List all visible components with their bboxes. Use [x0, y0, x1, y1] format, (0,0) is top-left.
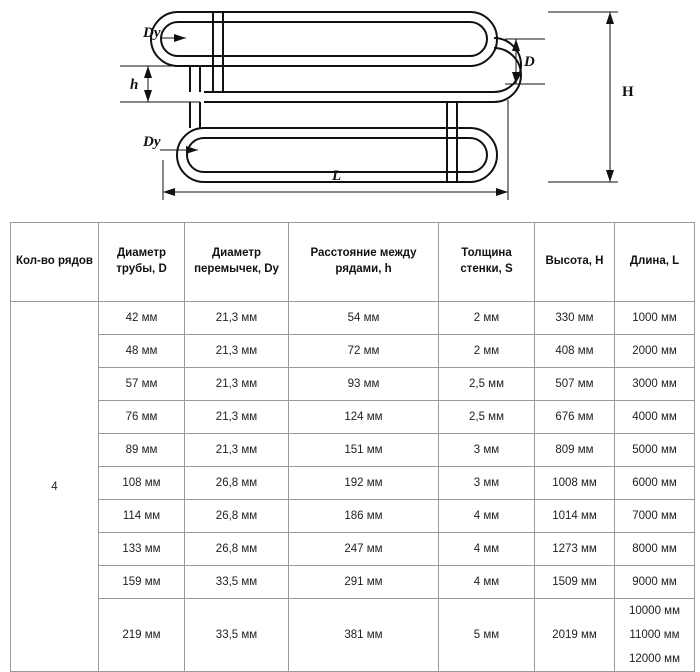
cell-height: 2019 мм: [535, 599, 615, 672]
cell-jumper-diameter: 21,3 мм: [185, 368, 289, 401]
table-row: [11, 599, 695, 672]
table-row: [11, 434, 695, 467]
cell-wall-thickness: 4 мм: [439, 500, 535, 533]
table-row: [11, 566, 695, 599]
cell-jumper-diameter: 21,3 мм: [185, 401, 289, 434]
cell-pipe-diameter: 76 мм: [99, 401, 185, 434]
header-rows-count: Кол-во рядов: [11, 223, 99, 302]
cell-height: 1014 мм: [535, 500, 615, 533]
cell-jumper-diameter: 26,8 мм: [185, 467, 289, 500]
cell-jumper-diameter: 33,5 мм: [185, 599, 289, 672]
dimension-arrowheads: [144, 12, 614, 196]
cell-height: 676 мм: [535, 401, 615, 434]
register-drawing: [0, 0, 700, 215]
cell-pipe-diameter: 108 мм: [99, 467, 185, 500]
cell-length: 8000 мм: [615, 533, 695, 566]
header-length: Длина, L: [615, 223, 695, 302]
cell-wall-thickness: 2,5 мм: [439, 401, 535, 434]
table-row: [11, 335, 695, 368]
cell-wall-thickness: 2 мм: [439, 302, 535, 335]
cell-jumper-diameter: 26,8 мм: [185, 500, 289, 533]
cell-height: 1509 мм: [535, 566, 615, 599]
cell-wall-thickness: 2 мм: [439, 335, 535, 368]
table-header-row: [11, 223, 695, 302]
cell-pipe-diameter: 114 мм: [99, 500, 185, 533]
specification-table-container: [10, 222, 694, 672]
pipe-row-top-outer: [178, 12, 497, 66]
table-row: [11, 467, 695, 500]
pipe-row-bottom-inner: [204, 138, 487, 172]
cell-length: 9000 мм: [615, 566, 695, 599]
cell-pipe-diameter: 89 мм: [99, 434, 185, 467]
cell-jumper-diameter: 26,8 мм: [185, 533, 289, 566]
cell-height: 1008 мм: [535, 467, 615, 500]
cell-height: 330 мм: [535, 302, 615, 335]
cell-jumper-diameter: 21,3 мм: [185, 434, 289, 467]
cell-row-spacing: 151 мм: [289, 434, 439, 467]
table-row: [11, 401, 695, 434]
cell-length: 5000 мм: [615, 434, 695, 467]
cell-row-spacing: 93 мм: [289, 368, 439, 401]
cell-pipe-diameter: 42 мм: [99, 302, 185, 335]
bend-bottom-left-inner: [187, 138, 204, 172]
dimension-label-dy-top: Dy: [143, 25, 161, 41]
cell-height: 507 мм: [535, 368, 615, 401]
cell-length: 7000 мм: [615, 500, 695, 533]
cell-jumper-diameter: 21,3 мм: [185, 335, 289, 368]
table-row: [11, 302, 695, 335]
cell-length: 6000 мм: [615, 467, 695, 500]
cell-rows-count: 4: [11, 302, 99, 672]
cell-length: 3000 мм: [615, 368, 695, 401]
header-height: Высота, H: [535, 223, 615, 302]
cell-jumper-diameter: 33,5 мм: [185, 566, 289, 599]
cell-length-extra: 12000 мм: [629, 653, 680, 665]
cell-pipe-diameter: 133 мм: [99, 533, 185, 566]
cell-length: 4000 мм: [615, 401, 695, 434]
cell-wall-thickness: 3 мм: [439, 434, 535, 467]
cell-row-spacing: 291 мм: [289, 566, 439, 599]
cell-pipe-diameter: 159 мм: [99, 566, 185, 599]
header-row-spacing: Расстояние между рядами, h: [289, 223, 439, 302]
cell-length: 1000 мм: [615, 302, 695, 335]
cell-wall-thickness: 5 мм: [439, 599, 535, 672]
cell-height: 408 мм: [535, 335, 615, 368]
cell-row-spacing: 192 мм: [289, 467, 439, 500]
cell-length: 10000 мм 11000 мм 12000 мм: [615, 599, 695, 672]
cell-pipe-diameter: 219 мм: [99, 599, 185, 672]
bend-bottom-left-outer: [177, 128, 204, 182]
header-pipe-diameter: Диаметр трубы, D: [99, 223, 185, 302]
cell-wall-thickness: 4 мм: [439, 533, 535, 566]
cell-row-spacing: 381 мм: [289, 599, 439, 672]
cell-length: 2000 мм: [615, 335, 695, 368]
table-header: [11, 223, 695, 302]
cell-wall-thickness: 3 мм: [439, 467, 535, 500]
cell-height: 809 мм: [535, 434, 615, 467]
dimension-label-height-h: H: [622, 84, 634, 100]
header-jumper-diameter: Диаметр перемычек, Dy: [185, 223, 289, 302]
header-wall-thickness: Толщина стенки, S: [439, 223, 535, 302]
table-row: [11, 368, 695, 401]
cell-length-extra: 11000 мм: [629, 629, 680, 641]
pipe-row-bottom-outer: [204, 128, 497, 182]
cell-row-spacing: 124 мм: [289, 401, 439, 434]
cell-wall-thickness: 4 мм: [439, 566, 535, 599]
cell-pipe-diameter: 57 мм: [99, 368, 185, 401]
table-row: [11, 533, 695, 566]
cell-row-spacing: 54 мм: [289, 302, 439, 335]
cell-jumper-diameter: 21,3 мм: [185, 302, 289, 335]
dimension-label-length-l: L: [332, 168, 342, 184]
cell-pipe-diameter: 48 мм: [99, 335, 185, 368]
cell-row-spacing: 247 мм: [289, 533, 439, 566]
register-drawing-svg: [0, 0, 700, 215]
table-body: [11, 302, 695, 672]
dimension-label-d: D: [524, 54, 535, 70]
dimension-label-dy-bottom: Dy: [143, 134, 161, 150]
cell-row-spacing: 186 мм: [289, 500, 439, 533]
cell-wall-thickness: 2,5 мм: [439, 368, 535, 401]
cell-height: 1273 мм: [535, 533, 615, 566]
pipe-row-top-inner: [178, 22, 487, 56]
dimension-label-h: h: [130, 77, 139, 93]
specification-table: [10, 222, 695, 672]
table-row: [11, 500, 695, 533]
cell-row-spacing: 72 мм: [289, 335, 439, 368]
